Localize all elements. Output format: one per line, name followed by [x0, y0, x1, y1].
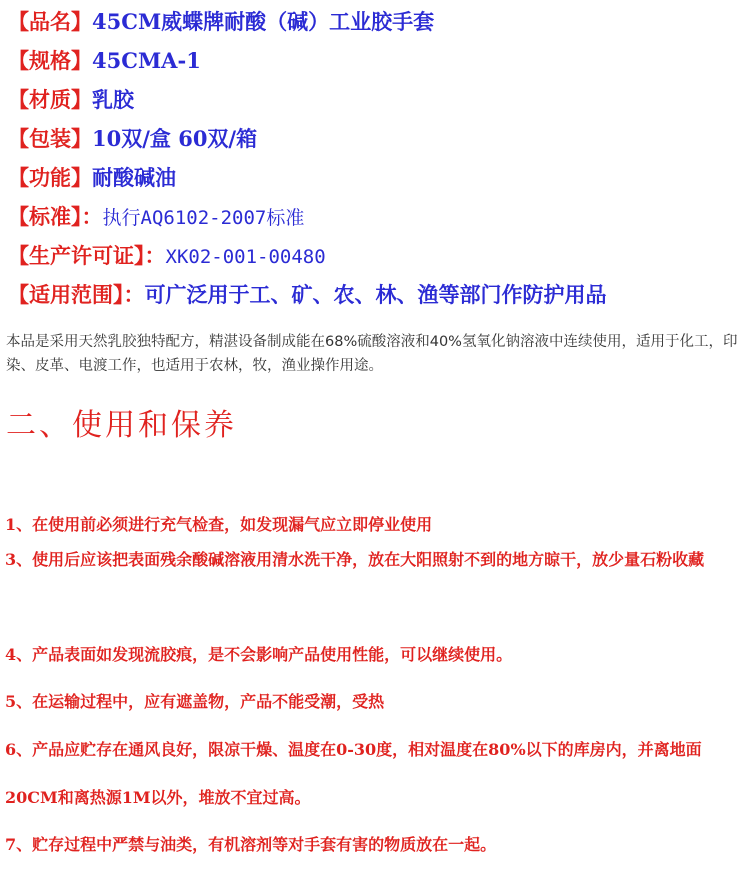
spec-row-standard — [8, 205, 304, 230]
spec-key: 规格 — [29, 48, 71, 73]
spec-value: 执行AQ6102-2007标准 — [102, 207, 305, 229]
bracket-close: 】 — [71, 9, 92, 34]
bracket-open: 【 — [8, 48, 29, 73]
spec-key: 适用范围 — [29, 282, 113, 307]
spec-separator: ： — [81, 204, 103, 229]
spec-key: 包装 — [29, 126, 71, 151]
bracket-open: 【 — [8, 282, 29, 307]
spec-row-function — [8, 166, 176, 190]
spec-value: 45CMA-1 — [92, 48, 201, 73]
spec-key: 品名 — [29, 9, 71, 34]
care-item: 1、在使用前必须进行充气检查，如发现漏气应立即停业使用 — [5, 515, 433, 534]
bracket-close: 】 — [71, 126, 92, 151]
bracket-open: 【 — [8, 9, 29, 34]
bracket-open: 【 — [8, 204, 29, 229]
bracket-open: 【 — [8, 126, 29, 151]
care-item: 5、在运输过程中，应有遮盖物，产品不能受潮，受热 — [5, 692, 385, 711]
spec-key: 材质 — [29, 87, 71, 112]
spec-key: 标准 — [29, 204, 71, 229]
spec-row-material — [8, 88, 134, 112]
bracket-close: 】 — [71, 165, 92, 190]
spec-value: 可广泛用于工、矿、农、林、渔等部门作防护用品 — [144, 282, 607, 307]
care-item: 7、贮存过程中严禁与油类，有机溶剂等对手套有害的物质放在一起。 — [5, 835, 497, 854]
spec-row-packaging — [8, 127, 257, 151]
care-item: 3、使用后应该把表面残余酸碱溶液用清水洗干净，放在大阳照射不到的地方晾干，放少量石粉收藏 — [5, 550, 705, 569]
care-item: 4、产品表面如发现流胶痕，是不会影响产品使用性能，可以继续使用。 — [5, 645, 513, 664]
bracket-close: 】 — [71, 87, 92, 112]
spec-row-product-name — [8, 10, 434, 34]
spec-value: 45CM威蝶牌耐酸（碱）工业胶手套 — [92, 9, 435, 34]
spec-row-model — [8, 49, 201, 73]
spec-separator: ： — [144, 243, 166, 268]
spec-value: 10双/盒 60双/箱 — [92, 126, 258, 151]
bracket-close: 】 — [134, 243, 145, 268]
spec-key: 生产许可证 — [29, 243, 134, 268]
spec-separator: ： — [123, 282, 145, 307]
bracket-open: 【 — [8, 243, 29, 268]
spec-row-license — [8, 244, 326, 269]
bracket-close: 】 — [113, 282, 124, 307]
bracket-open: 【 — [8, 87, 29, 112]
bracket-close: 】 — [71, 48, 92, 73]
spec-key: 功能 — [29, 165, 71, 190]
spec-value: 乳胶 — [92, 87, 134, 112]
product-description: 本品是采用天然乳胶独特配方，精湛设备制成能在68%硫酸溶液和40%氢氧化钠溶液中连续使用，适用于化工，印染、皮革、电渡工作，也适用于农林，牧，渔业操作用途。 — [6, 334, 738, 374]
bracket-close: 】 — [71, 204, 82, 229]
spec-row-scope — [8, 283, 607, 307]
spec-value: 耐酸碱油 — [92, 165, 176, 190]
section-heading: 二、使用和保养 — [6, 408, 237, 443]
spec-value: XK02-001-00480 — [165, 246, 326, 268]
care-item: 6、产品应贮存在通风良好，限凉干燥、温度在0-30度，相对温度在80%以下的库房内，并离地面20CM和离热源1M以外，堆放不宜过高。 — [5, 740, 702, 807]
bracket-open: 【 — [8, 165, 29, 190]
